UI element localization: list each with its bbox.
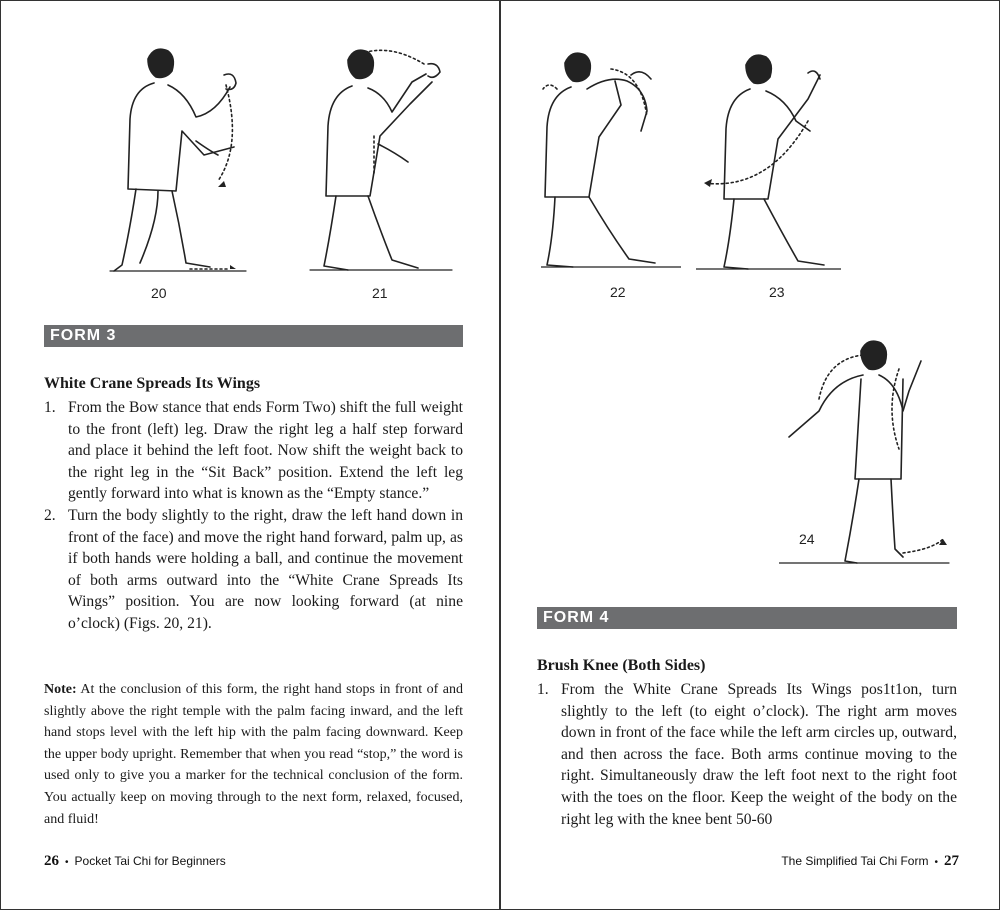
form-3-banner: FORM 3 [44, 325, 463, 347]
tai-chi-figure-22 [541, 49, 681, 274]
step-number: 1. [44, 399, 56, 416]
note-text: At the conclusion of this form, the right hand stops in front of and slightly above the right temple with the palm facing inward, and the left hand stops level with the left hip with the palm facing downward. Keep the upper body upright. Remember that when you read “stop,” the word is used only to give you a marker for the technical conclusion of the form. You actually keep on moving through to the next form, relaxed, focused, and fluid! [44, 682, 463, 827]
figure-23-illustration [696, 51, 841, 276]
left-footer [44, 853, 226, 870]
footer-bullet: • [934, 857, 938, 868]
step-text: From the White Crane Spreads Its Wings pos1t1on, turn slightly to the left (to eight o’clock). The right arm moves down in front of the face while the left arm circles up, outward, and then across the face. Both arms continue moving to the right. Simultaneously draw the left foot next to the right foot with the toes on the floor. Keep the weight of the body on the right leg with the knee bent 50-60 [561, 681, 957, 828]
figure-22-label: 22 [610, 284, 626, 300]
section-title-white-crane: White Crane Spreads Its Wings [44, 375, 261, 392]
note-paragraph [44, 679, 463, 830]
page-number-right: 27 [944, 853, 959, 869]
figure-22-illustration [541, 49, 681, 274]
running-title-left: Pocket Tai Chi for Beginners [74, 854, 226, 868]
step-number: 1. [537, 681, 549, 698]
form-3-steps [44, 397, 463, 635]
right-page [501, 0, 1000, 910]
page-number-left: 26 [44, 853, 59, 869]
form-4-banner: FORM 4 [537, 607, 957, 629]
step-text: Turn the body slightly to the right, draw the left hand down in front of the face) and move the right hand forward, palm up, as if both hands were holding a ball, and continue the movement of both arms outward into the “White Crane Spreads Its Wings” position. You are now looking forward (at nine o’clock) (Figs. 20, 21). [68, 506, 463, 632]
step-item [44, 505, 463, 635]
figure-20-illustration [106, 41, 256, 281]
right-footer [781, 853, 959, 870]
figure-20-label: 20 [151, 285, 167, 301]
note-label: Note: [44, 682, 77, 697]
step-item [537, 679, 957, 830]
tai-chi-figure-20 [106, 41, 256, 281]
figure-21-label: 21 [372, 285, 388, 301]
footer-bullet: • [65, 857, 69, 868]
figure-24-label: 24 [799, 531, 815, 547]
figure-21-illustration [306, 46, 456, 281]
step-number: 2. [44, 506, 56, 524]
section-title-brush-knee: Brush Knee (Both Sides) [537, 657, 706, 674]
figure-23-label: 23 [769, 284, 785, 300]
step-text: From the Bow stance that ends Form Two) shift the full weight to the front (left) leg. Draw the right leg a half step forward and place it behind the left foot. Now shift the weight back to the right leg in the “Sit Back” position. Extend the left leg gently forward into what is known as the “Empty stance.” [68, 399, 463, 503]
tai-chi-figure-21 [306, 46, 456, 281]
step-item [44, 397, 463, 505]
running-title-right: The Simplified Tai Chi Form [781, 854, 929, 868]
form-4-steps [537, 679, 957, 830]
tai-chi-figure-23 [696, 51, 841, 276]
left-page [0, 0, 499, 910]
